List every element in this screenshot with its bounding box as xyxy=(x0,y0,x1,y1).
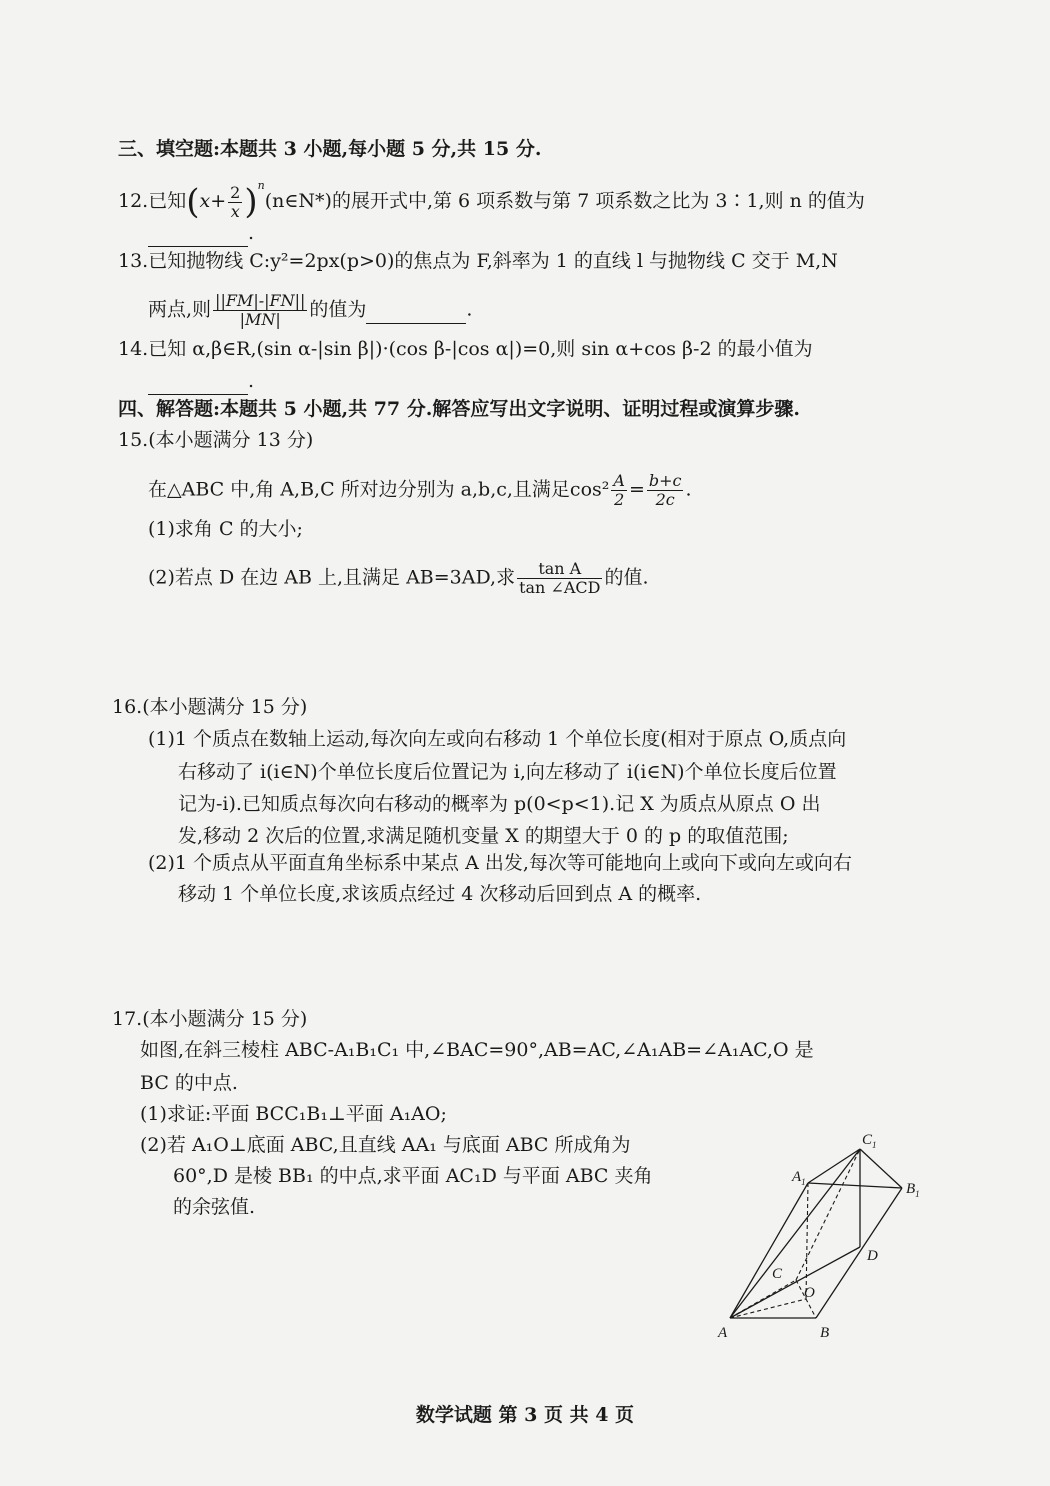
q15-equals: = xyxy=(628,478,645,501)
q15-period: . xyxy=(685,478,692,501)
q15-p2-post: 的值. xyxy=(604,566,649,589)
edge-ao-hidden xyxy=(730,1299,806,1318)
q16-line-1: (1)1 个质点在数轴上运动,每次向左或向右移动 1 个单位长度(相对于原点 O,质点向 xyxy=(148,728,847,750)
q17-line-1: 如图,在斜三棱柱 ABC-A₁B₁C₁ 中,∠BAC=90°,AB=AC,∠A₁AB=∠A₁AC,O 是 xyxy=(140,1039,814,1061)
q12-rest: 的展开式中,第 6 项系数与第 7 项系数之比为 3∶1,则 n 的值为 xyxy=(331,190,865,212)
q17-line-2: BC 的中点. xyxy=(140,1072,238,1094)
q16-line-2: 右移动了 i(i∈N)个单位长度后位置记为 i,向左移动了 i(i∈N)个单位长度后位置 xyxy=(178,761,837,783)
q16-line-4: 发,移动 2 次后的位置,求满足随机变量 X 的期望大于 0 的 p 的取值范围; xyxy=(178,825,789,847)
q13-answer-blank[interactable] xyxy=(366,297,466,324)
edge-a1b1 xyxy=(808,1183,902,1188)
page-footer: 数学试题 第 3 页 共 4 页 xyxy=(415,1404,635,1426)
q13-line-2 xyxy=(148,292,472,329)
q13-fraction xyxy=(213,292,307,329)
q12-x: x xyxy=(199,190,211,212)
q17-line-6: 的余弦值. xyxy=(173,1196,256,1218)
q15-statement xyxy=(148,472,692,509)
q15-frac-b-den: 2c xyxy=(655,490,675,509)
q12-number: 12. xyxy=(118,190,149,212)
q12-pre: 已知 xyxy=(148,190,187,212)
q16-line-5: (2)1 个质点从平面直角坐标系中某点 A 出发,每次等可能地向上或向下或向左或向右 xyxy=(148,852,852,874)
q13-period: . xyxy=(466,298,473,321)
edge-aa1 xyxy=(730,1183,808,1318)
q17-line-5: 60°,D 是棱 BB₁ 的中点,求平面 AC₁D 与平面 ABC 夹角 xyxy=(173,1165,653,1187)
q15-pre: 在△ABC 中,角 A,B,C 所对边分别为 a,b,c,且满足cos² xyxy=(148,478,610,501)
edge-a1o-hidden xyxy=(806,1183,808,1299)
q16-heading: 16.(本小题满分 15 分) xyxy=(112,696,308,718)
q17-heading: 17.(本小题满分 15 分) xyxy=(112,1008,308,1030)
q15-frac-c-num: tan A xyxy=(517,560,602,579)
q13-post: 的值为 xyxy=(309,298,367,321)
q12-condition: (n∈N*) xyxy=(264,190,332,212)
q12-frac-num: 2 xyxy=(230,182,241,202)
q15-fraction-a xyxy=(611,472,627,509)
label-c: C xyxy=(772,1266,783,1282)
q12-answer-line xyxy=(148,220,254,247)
q12-period: . xyxy=(248,222,255,244)
q13-text-1: 已知抛物线 C:y²=2px(p>0)的焦点为 F,斜率为 1 的直线 l 与抛物线 C 交于 M,N xyxy=(148,250,838,272)
q13-frac-num: ||FM|-|FN|| xyxy=(215,291,306,310)
q14-number: 14. xyxy=(118,338,149,360)
q17-line-3: (1)求证:平面 BCC₁B₁⊥平面 A₁AO; xyxy=(140,1103,447,1125)
label-a1: $A_1$ xyxy=(792,1169,806,1187)
section-3-header: 三、填空题:本题共 3 小题,每小题 5 分,共 15 分. xyxy=(118,138,542,160)
q16-line-6: 移动 1 个单位长度,求该质点经过 4 次移动后回到点 A 的概率. xyxy=(178,883,702,905)
q13-line-1 xyxy=(118,248,838,274)
q14-line-1 xyxy=(118,336,813,362)
label-b1: $B_1$ xyxy=(906,1181,920,1199)
q15-frac-a-num: A xyxy=(613,471,625,490)
q15-fraction-c xyxy=(517,560,602,597)
q12-fraction xyxy=(228,184,242,221)
q17-line-4: (2)若 A₁O⊥底面 ABC,且直线 AA₁ 与底面 ABC 所成角为 xyxy=(140,1134,631,1156)
q12-exponent: n xyxy=(257,179,265,192)
q15-frac-c-den: tan ∠ACD xyxy=(519,578,601,597)
edge-cc1-hidden xyxy=(796,1149,860,1280)
q13-number: 13. xyxy=(118,250,149,272)
q15-p2-pre: (2)若点 D 在边 AB 上,且满足 AB=3AD,求 xyxy=(148,566,516,589)
q14-answer-line xyxy=(148,368,254,395)
q15-fraction-b xyxy=(647,472,684,509)
q15-frac-b-num: b+c xyxy=(648,471,682,490)
edge-bb1 xyxy=(816,1188,902,1318)
q15-part-2 xyxy=(148,560,649,597)
q15-part-1: (1)求角 C 的大小; xyxy=(148,518,303,540)
q12-answer-blank[interactable] xyxy=(148,220,248,247)
q13-pre: 两点,则 xyxy=(148,298,212,321)
label-a: A xyxy=(718,1325,728,1341)
q12-frac-den: x xyxy=(230,201,240,221)
label-c1: $C_1$ xyxy=(862,1132,877,1150)
label-d: D xyxy=(867,1248,878,1264)
q15-heading: 15.(本小题满分 13 分) xyxy=(118,429,314,451)
label-o: O xyxy=(804,1285,815,1301)
q13-frac-den: |MN| xyxy=(239,310,281,329)
q12-plus: + xyxy=(210,190,227,212)
prism-figure xyxy=(710,1125,930,1345)
q14-period: . xyxy=(248,370,255,392)
q14-text: 已知 α,β∈R,(sin α-|sin β|)·(cos β-|cos α|)=0,则 sin α+cos β-2 的最小值为 xyxy=(148,338,813,360)
edge-b1c1 xyxy=(860,1149,902,1188)
question-12: 12.已知(x+ $\frac{2}{x}$ )$^n$(n∈N*)的展开式中,第 6 项系数与第 7 项系数之比为 3∶1,则 n 的值为 xyxy=(118,179,865,222)
q16-line-3: 记为-i).已知质点每次向右移动的概率为 p(0<p<1).记 X 为质点从原点 O 出 xyxy=(178,793,821,815)
q15-frac-a-den: 2 xyxy=(614,490,625,509)
section-4-header: 四、解答题:本题共 5 小题,共 77 分.解答应写出文字说明、证明过程或演算步骤. xyxy=(118,398,800,420)
label-b: B xyxy=(820,1325,830,1341)
q14-answer-blank[interactable] xyxy=(148,368,248,395)
